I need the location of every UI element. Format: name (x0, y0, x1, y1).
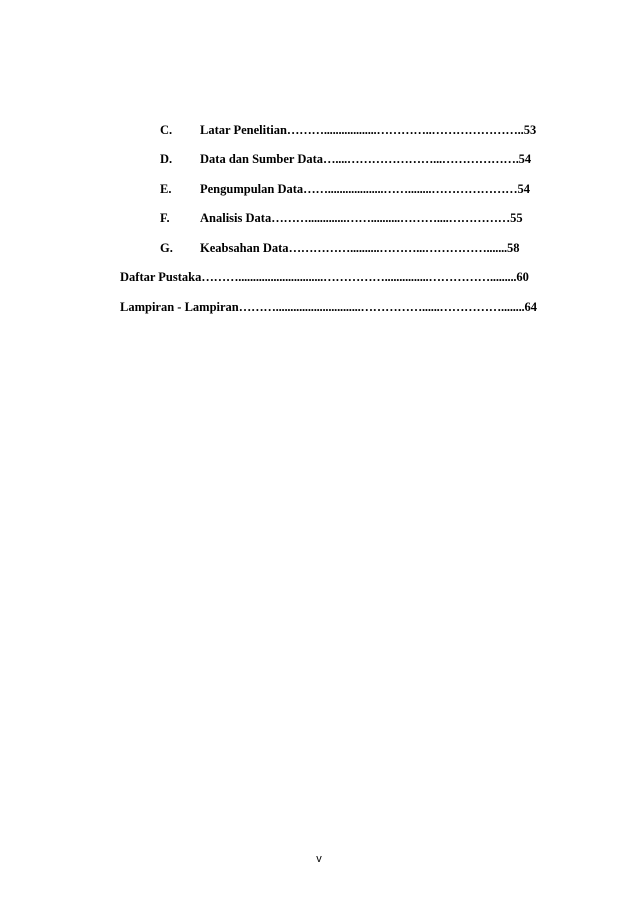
toc-leader: ……………..........………...……………....... (288, 241, 507, 255)
toc-title: Analisis Data (200, 211, 272, 225)
toc-letter: F. (160, 211, 170, 225)
toc-letter: C. (160, 123, 173, 137)
toc-page-number: 64 (524, 300, 537, 314)
toc-leader: ……….............……..........………....…………… (271, 211, 511, 225)
toc-page-number: .53 (520, 123, 537, 137)
toc-title: Daftar Pustaka (120, 270, 202, 284)
toc-title: Latar Penelitian (200, 123, 287, 137)
toc-letter: D. (160, 152, 173, 166)
toc-leader: ……….............................……………...............……………......... (201, 270, 517, 284)
toc-page-number: 54 (517, 182, 530, 196)
toc-page-number: 60 (516, 270, 529, 284)
toc-entry-lampiran (120, 299, 537, 315)
toc-subsection-e (160, 181, 530, 197)
toc-subsection-g (160, 240, 519, 256)
toc-title: Lampiran - Lampiran (120, 300, 239, 314)
toc-leader: ……….............................……………......……………........ (238, 300, 525, 314)
toc-title: Keabsahan Data (200, 241, 289, 255)
toc-title: Data dan Sumber Data (200, 152, 324, 166)
page-number: v (316, 853, 322, 865)
toc-subsection-f (160, 210, 523, 226)
toc-leader: …....…………………...………………. (323, 152, 519, 166)
toc-page-number: 54 (518, 152, 532, 166)
toc-page-number: 58 (506, 241, 520, 255)
toc-entry-daftar-pustaka (120, 269, 529, 285)
toc-letter: G. (160, 241, 173, 255)
toc-title: Pengumpulan Data (200, 182, 304, 196)
toc-subsection-c (160, 122, 536, 138)
toc-letter: E. (160, 182, 172, 196)
toc-leader: ………..................…………..…………………. (286, 123, 521, 137)
toc-subsection-d (160, 151, 531, 167)
toc-page-number: 55 (510, 211, 523, 225)
toc-leader: ……...................……........………………… (303, 182, 518, 196)
